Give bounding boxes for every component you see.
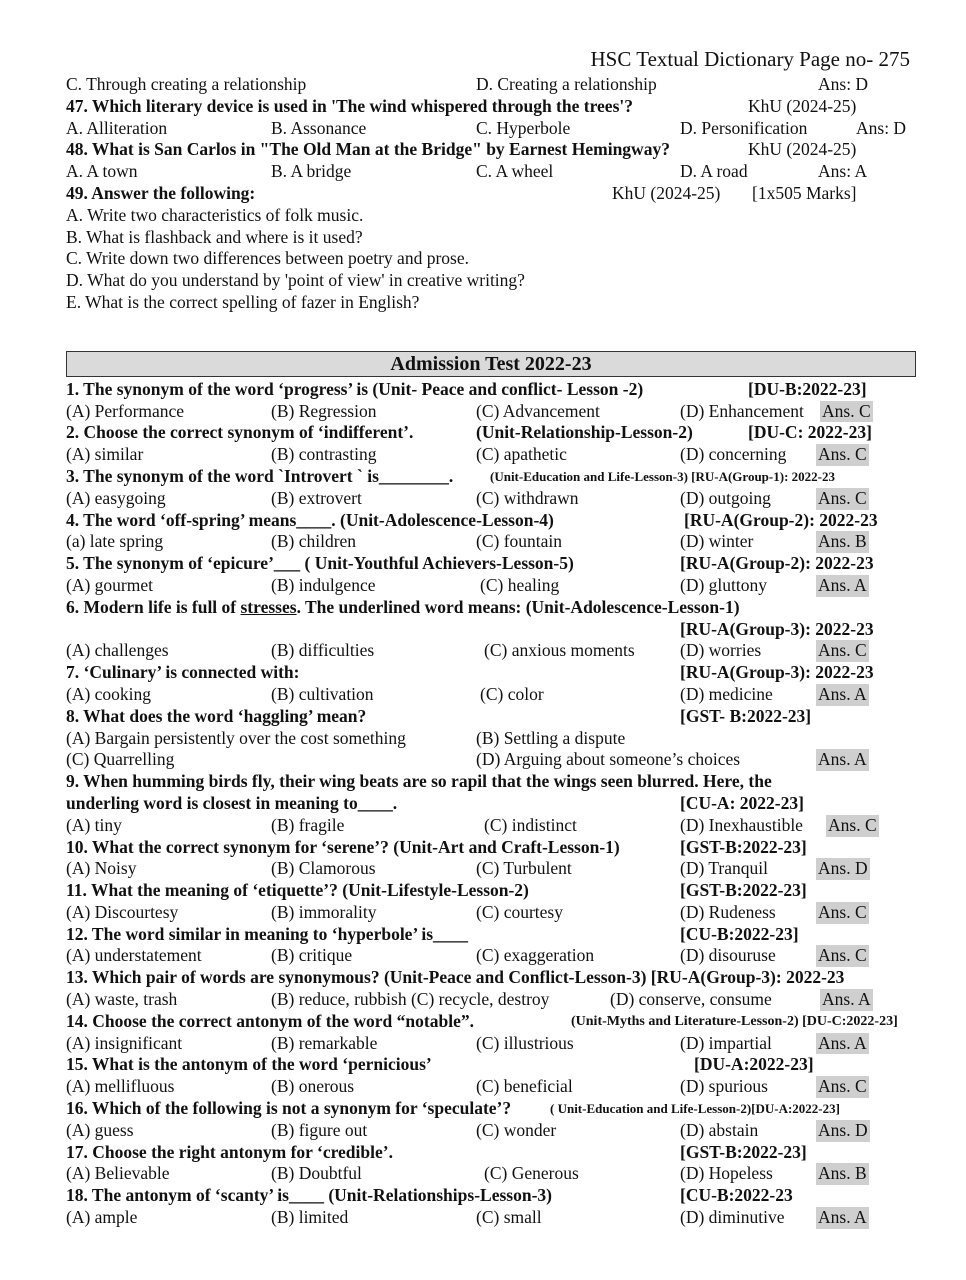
option-b-c: (B) reduce, rubbish (C) recycle, destroy [271,989,550,1010]
option-b: B. A bridge [271,161,352,182]
question-source: [DU-A:2022-23] [694,1054,814,1075]
admission-q6 [66,597,916,619]
answer: Ans: D [856,117,907,138]
answer-badge: Ans. C [818,901,867,922]
option-c: C. Hyperbole [476,117,571,138]
answer: Ans: D [818,74,869,94]
question-source: [GST-B:2022-23] [680,1141,807,1162]
question-unit: (Unit-Relationship-Lesson-2) [476,422,693,443]
question-text: 1. The synonym of the word ‘progress’ is (Unit- Peace and conflict- Lesson -2) [66,378,644,399]
answer-badge: Ans. C [818,487,867,508]
option-c: (C) exaggeration [476,945,595,966]
question-text: 5. The synonym of ‘epicure’___ ( Unit-Youthful Achievers-Lesson-5) [66,553,574,574]
option-a: (A) similar [66,444,144,465]
question-source: [RU-A(Group-2): 2022-23 [680,553,874,574]
admission-q4-options [66,531,916,553]
admission-q10 [66,837,916,859]
question-text: 49. Answer the following: [66,182,256,203]
question-source: [DU-C: 2022-23] [748,422,872,443]
question-source: KhU (2024-25) [748,95,857,116]
option-c: (C) withdrawn [476,487,579,508]
section-gap [66,314,916,351]
option-c: (C) Generous [484,1163,579,1184]
question-text: 11. What the meaning of ‘etiquette’? (Unit-Lifestyle-Lesson-2) [66,880,529,901]
question-unit: ( Unit-Education and Life-Lesson-2)[DU-A:2022-23] [550,1101,840,1117]
q49-item-c: C. Write down two differences between poetry and prose. [66,248,469,269]
option-b: B. Assonance [271,117,367,138]
option-b: (B) indulgence [271,574,376,595]
admission-q10-options [66,858,916,880]
option-d: (D) gluttony [680,574,768,595]
option-d: (D) diminutive [680,1207,785,1228]
option-d: D. A road [680,161,748,182]
admission-q4 [66,510,916,532]
admission-q16 [66,1098,916,1120]
option-a: (A) mellifluous [66,1076,175,1097]
answer-badge: Ans. D [818,1119,868,1140]
question-text: 4. The word ‘off-spring’ means____. (Unit-Adolescence-Lesson-4) [66,509,554,530]
admission-q17 [66,1142,916,1164]
option-c: (C) fountain [476,531,563,552]
option-a: (A) easygoing [66,487,166,508]
answer-badge: Ans. C [818,444,867,465]
option-c: (C) courtesy [476,901,563,922]
answer-badge: Ans. A [818,1032,867,1053]
question-unit: (Unit-Myths and Literature-Lesson-2) [DU-C:2022-23] [571,1013,898,1029]
admission-q14 [66,1011,916,1033]
option-c: (C) color [480,683,544,704]
option-a: (A) waste, trash [66,989,178,1010]
option-a: (A) understatement [66,945,202,966]
option-a: (A) tiny [66,814,122,835]
q49-item-a: A. Write two characteristics of folk music. [66,204,364,225]
option-c: (C) wonder [476,1119,557,1140]
question-text: 2. Choose the correct synonym of ‘indifferent’. [66,422,414,443]
admission-q11-options [66,902,916,924]
option-c: (C) healing [480,574,560,595]
admission-q13 [66,967,916,989]
option-d: (D) Enhancement [680,400,804,421]
admission-q5-options [66,575,916,597]
answer-badge: Ans. C [822,400,871,421]
option-b: (B) contrasting [271,444,377,465]
question-source: [DU-B:2022-23] [748,378,867,399]
admission-q3-options [66,488,916,510]
admission-q14-options [66,1033,916,1055]
option-d: D. Creating a relationship [476,74,657,94]
question-source: [RU-A(Group-3): 2022-23 [680,662,874,683]
question-text: 9. When humming birds fly, their wing beats are so rapil that the wings seen blurred. Here, the [66,771,772,792]
question-source: [CU-A: 2022-23] [680,792,804,813]
admission-q9-line2 [66,793,916,815]
answer-badge: Ans. C [818,945,867,966]
option-b: (B) Clamorous [271,858,376,879]
q47-question-row [66,96,916,118]
q48-options [66,161,916,183]
option-b: (B) extrovert [271,487,362,508]
answer-badge: Ans. C [828,814,877,835]
option-b: (B) immorality [271,901,377,922]
question-text: 13. Which pair of words are synonymous? (Unit-Peace and Conflict-Lesson-3) [RU-A(Group-3): 2022-23 [66,967,845,988]
option-a: (A) cooking [66,683,152,704]
question-text: 17. Choose the right antonym for ‘credible’. [66,1141,393,1162]
q49-item-e: E. What is the correct spelling of fazer in English? [66,291,420,312]
admission-q8 [66,706,916,728]
option-c: (C) illustrious [476,1032,574,1053]
question-source: [GST-B:2022-23] [680,880,807,901]
option-a: (A) insignificant [66,1032,183,1053]
question-text: 3. The synonym of the word `Introvert ` is________. [66,465,454,486]
admission-q2 [66,422,916,444]
option-b: (B) Settling a dispute [476,727,626,748]
answer-badge: Ans. A [818,1207,867,1228]
question-source: [GST- B:2022-23] [680,705,812,726]
option-b: (B) limited [271,1207,349,1228]
answer-badge: Ans. C [818,640,867,661]
question-source: [GST-B:2022-23] [680,836,807,857]
admission-q8-options-ab [66,728,916,750]
question-marks: [1x505 Marks] [752,182,857,203]
admission-q18-options [66,1207,916,1229]
option-d: (D) spurious [680,1076,768,1097]
question-text: 18. The antonym of ‘scanty’ is____ (Unit-Relationships-Lesson-3) [66,1185,552,1206]
option-c: (C) anxious moments [484,640,635,661]
question-pre: 6. Modern life is full of [66,596,241,617]
page-header: HSC Textual Dictionary Page no- 275 [590,47,910,71]
option-d: (D) Hopeless [680,1163,773,1184]
admission-q11 [66,880,916,902]
option-c: C. A wheel [476,161,554,182]
answer-badge: Ans. A [818,574,867,595]
option-a: (A) challenges [66,640,169,661]
option-a: (A) gourmet [66,574,153,595]
option-d: (D) disouruse [680,945,776,966]
admission-q1 [66,379,916,401]
option-a: (a) late spring [66,531,164,552]
admission-q1-options [66,401,916,423]
option-d: (D) impartial [680,1032,772,1053]
admission-q6-options [66,640,916,662]
option-b: (B) fragile [271,814,345,835]
option-b: (B) children [271,531,357,552]
admission-q15 [66,1054,916,1076]
answer-badge: Ans. A [818,683,867,704]
question-text-cont: underling word is closest in meaning to____. [66,792,398,813]
q48-question-row [66,139,916,161]
question-text: 14. Choose the correct antonym of the word “notable”. [66,1010,474,1031]
underlined-word: stresses [240,596,297,617]
option-d: (D) conserve, consume [610,989,772,1010]
option-d: (D) Inexhaustible [680,814,803,835]
admission-q5 [66,553,916,575]
question-source: KhU (2024-25) [748,139,857,160]
option-d: (D) outgoing [680,487,771,508]
question-source: [RU-A(Group-2): 2022-23 [684,509,878,530]
option-d: D. Personification [680,117,808,138]
admission-q13-options [66,989,916,1011]
question-text: 12. The word similar in meaning to ‘hyperbole’ is____ [66,923,469,944]
admission-q9-options [66,815,916,837]
answer: Ans: A [818,161,868,182]
admission-q7-options [66,684,916,706]
option-c: (C) small [476,1207,542,1228]
question-text: 16. Which of the following is not a synonym for ‘speculate’? [66,1098,512,1119]
option-a: (A) Noisy [66,858,137,879]
answer-badge: Ans. D [818,858,868,879]
answer-badge: Ans. B [818,1163,867,1184]
question-source: [CU-B:2022-23 [680,1185,793,1206]
q49-item-b: B. What is flashback and where is it used? [66,226,363,247]
admission-q7 [66,662,916,684]
option-d: (D) Arguing about someone’s choices [476,749,741,770]
option-c: (C) apathetic [476,444,567,465]
option-a: (A) Discourtesy [66,901,179,922]
answer-badge: Ans. B [818,531,867,552]
question-unit: (Unit-Education and Life-Lesson-3) [RU-A(Group-1): 2022-23 [490,468,835,484]
option-a: A. Alliteration [66,117,168,138]
admission-q17-options [66,1163,916,1185]
option-a: (A) ample [66,1207,138,1228]
admission-q15-options [66,1076,916,1098]
option-d: (D) medicine [680,683,773,704]
option-a: A. A town [66,161,138,182]
question-text: 48. What is San Carlos in "The Old Man at the Bridge" by Earnest Hemingway? [66,139,670,160]
admission-q3 [66,466,916,488]
question-text: 10. What the correct synonym for ‘serene’? (Unit-Art and Craft-Lesson-1) [66,836,620,857]
question-post: . The underlined word means: (Unit-Adolescence-Lesson-1) [296,596,740,617]
q47-options [66,118,916,140]
option-d: (D) worries [680,640,762,661]
option-b: (B) critique [271,945,353,966]
question-text: 7. ‘Culinary’ is connected with: [66,662,300,683]
question-text: 8. What does the word ‘haggling’ mean? [66,705,367,726]
question-source: [CU-B:2022-23] [680,923,799,944]
option-c: (C) Advancement [476,400,600,421]
admission-q12-options [66,945,916,967]
option-b: (B) remarkable [271,1032,378,1053]
option-d: (D) Rudeness [680,901,776,922]
option-b: (B) Doubtful [271,1163,362,1184]
question-text: 47. Which literary device is used in 'The wind whispered through the trees'? [66,95,633,116]
option-b: (B) figure out [271,1119,368,1140]
question-text [66,597,740,619]
option-a: (A) Believable [66,1163,170,1184]
option-c: (C) beneficial [476,1076,573,1097]
answer-badge: Ans. C [818,1076,867,1097]
option-d: (D) Tranquil [680,858,768,879]
admission-q2-options [66,444,916,466]
option-d: (D) concerning [680,444,787,465]
question-text: 15. What is the antonym of the word ‘pernicious’ [66,1054,432,1075]
q46-options [66,74,916,96]
option-c: (C) Turbulent [476,858,572,879]
admission-q9 [66,771,916,793]
answer-badge: Ans. A [818,749,867,770]
section-heading: Admission Test 2022-23 [66,351,916,377]
q49-item-d: D. What do you understand by 'point of view' in creative writing? [66,270,525,291]
admission-q18 [66,1185,916,1207]
option-d: (D) abstain [680,1119,759,1140]
option-a: (A) Performance [66,400,185,421]
option-a: (A) guess [66,1119,134,1140]
admission-q6-source-row [66,619,916,641]
option-c: (C) indistinct [484,814,577,835]
question-source: [RU-A(Group-3): 2022-23 [680,618,874,639]
option-b: (B) onerous [271,1076,355,1097]
q49-question-row [66,183,916,205]
answer-badge: Ans. A [822,989,871,1010]
question-source: KhU (2024-25) [612,182,721,203]
option-c: C. Through creating a relationship [66,74,307,94]
option-b: (B) difficulties [271,640,375,661]
option-a: (A) Bargain persistently over the cost something [66,727,406,748]
option-b: (B) Regression [271,400,377,421]
option-c: (C) Quarrelling [66,749,175,770]
admission-q16-options [66,1120,916,1142]
admission-q12 [66,924,916,946]
option-d: (D) winter [680,531,754,552]
admission-q8-options-cd [66,749,916,771]
document-page [66,44,916,1229]
option-b: (B) cultivation [271,683,374,704]
